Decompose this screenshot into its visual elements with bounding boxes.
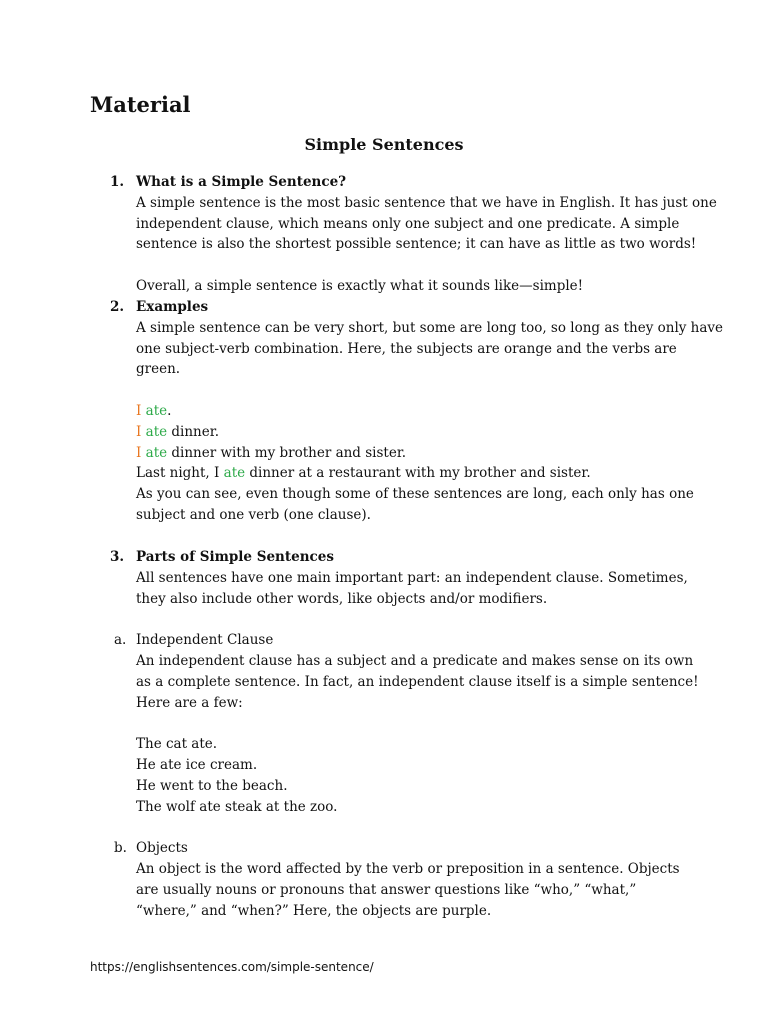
section-number: 2. xyxy=(110,299,125,315)
section-title: Examples xyxy=(136,299,209,315)
section-number: 1. xyxy=(110,174,125,190)
paragraph-line: An independent clause has a subject and a predicate and makes sense on its own xyxy=(136,652,694,669)
example-sentence: I ate. xyxy=(136,402,172,419)
subsection-letter: b. xyxy=(114,840,127,857)
document-title: Simple Sentences xyxy=(304,135,464,154)
example-sentence: I ate dinner with my brother and sister. xyxy=(136,444,407,461)
page-heading: Material xyxy=(90,92,191,117)
paragraph-line: Here are a few: xyxy=(136,694,243,711)
paragraph-line: An object is the word affected by the verb or preposition in a sentence. Objects xyxy=(136,860,680,877)
example-sentence: He went to the beach. xyxy=(136,777,288,794)
paragraph-line: sentence is also the shortest possible sentence; it can have as little as two words! xyxy=(136,236,697,253)
example-sentence: The cat ate. xyxy=(136,736,218,753)
paragraph-line: As you can see, even though some of these sentences are long, each only has one xyxy=(136,486,694,503)
example-sentence: I ate dinner. xyxy=(136,423,219,440)
example-sentence: He ate ice cream. xyxy=(136,756,258,773)
paragraph-line: one subject-verb combination. Here, the subjects are orange and the verbs are xyxy=(136,340,677,357)
subsection-objects xyxy=(114,838,696,921)
subject-word: I xyxy=(136,444,142,461)
example-sentence: Last night, I ate dinner at a restaurant with my brother and sister. xyxy=(136,465,591,482)
paragraph-line: as a complete sentence. In fact, an independent clause itself is a simple sentence! xyxy=(136,673,699,690)
verb-word: ate xyxy=(145,444,168,461)
paragraph-line: they also include other words, like objects and/or modifiers. xyxy=(136,590,548,607)
paragraph-line: independent clause, which means only one subject and one predicate. A simple xyxy=(136,215,680,232)
paragraph-line: A simple sentence is the most basic sentence that we have in English. It has just one xyxy=(136,194,717,211)
subject-word: I xyxy=(136,402,142,419)
verb-word: ate xyxy=(223,465,246,482)
verb-word: ate xyxy=(145,402,168,419)
paragraph-line: Overall, a simple sentence is exactly what it sounds like—simple! xyxy=(136,277,584,294)
paragraph-line: subject and one verb (one clause). xyxy=(136,506,371,523)
section-number: 3. xyxy=(110,549,125,565)
paragraph-line: green. xyxy=(136,361,181,378)
paragraph-line: All sentences have one main important part: an independent clause. Sometimes, xyxy=(136,569,688,586)
subsection-title: Independent Clause xyxy=(136,632,274,649)
paragraph-line: A simple sentence can be very short, but some are long too, so long as they only have xyxy=(136,319,724,336)
section-title: Parts of Simple Sentences xyxy=(136,549,334,565)
source-url[interactable]: https://englishsentences.com/simple-sentence/ xyxy=(90,960,374,974)
subject-word: I xyxy=(136,423,142,440)
paragraph-line: “where,” and “when?” Here, the objects are purple. xyxy=(136,902,492,919)
subsection-title: Objects xyxy=(136,840,188,857)
example-sentence: The wolf ate steak at the zoo. xyxy=(136,798,338,815)
subsection-independent-clause xyxy=(114,630,699,817)
verb-word: ate xyxy=(145,423,168,440)
section-title: What is a Simple Sentence? xyxy=(136,174,347,190)
subsection-letter: a. xyxy=(114,632,127,649)
paragraph-line: are usually nouns or pronouns that answer questions like “who,” “what,” xyxy=(136,881,637,898)
